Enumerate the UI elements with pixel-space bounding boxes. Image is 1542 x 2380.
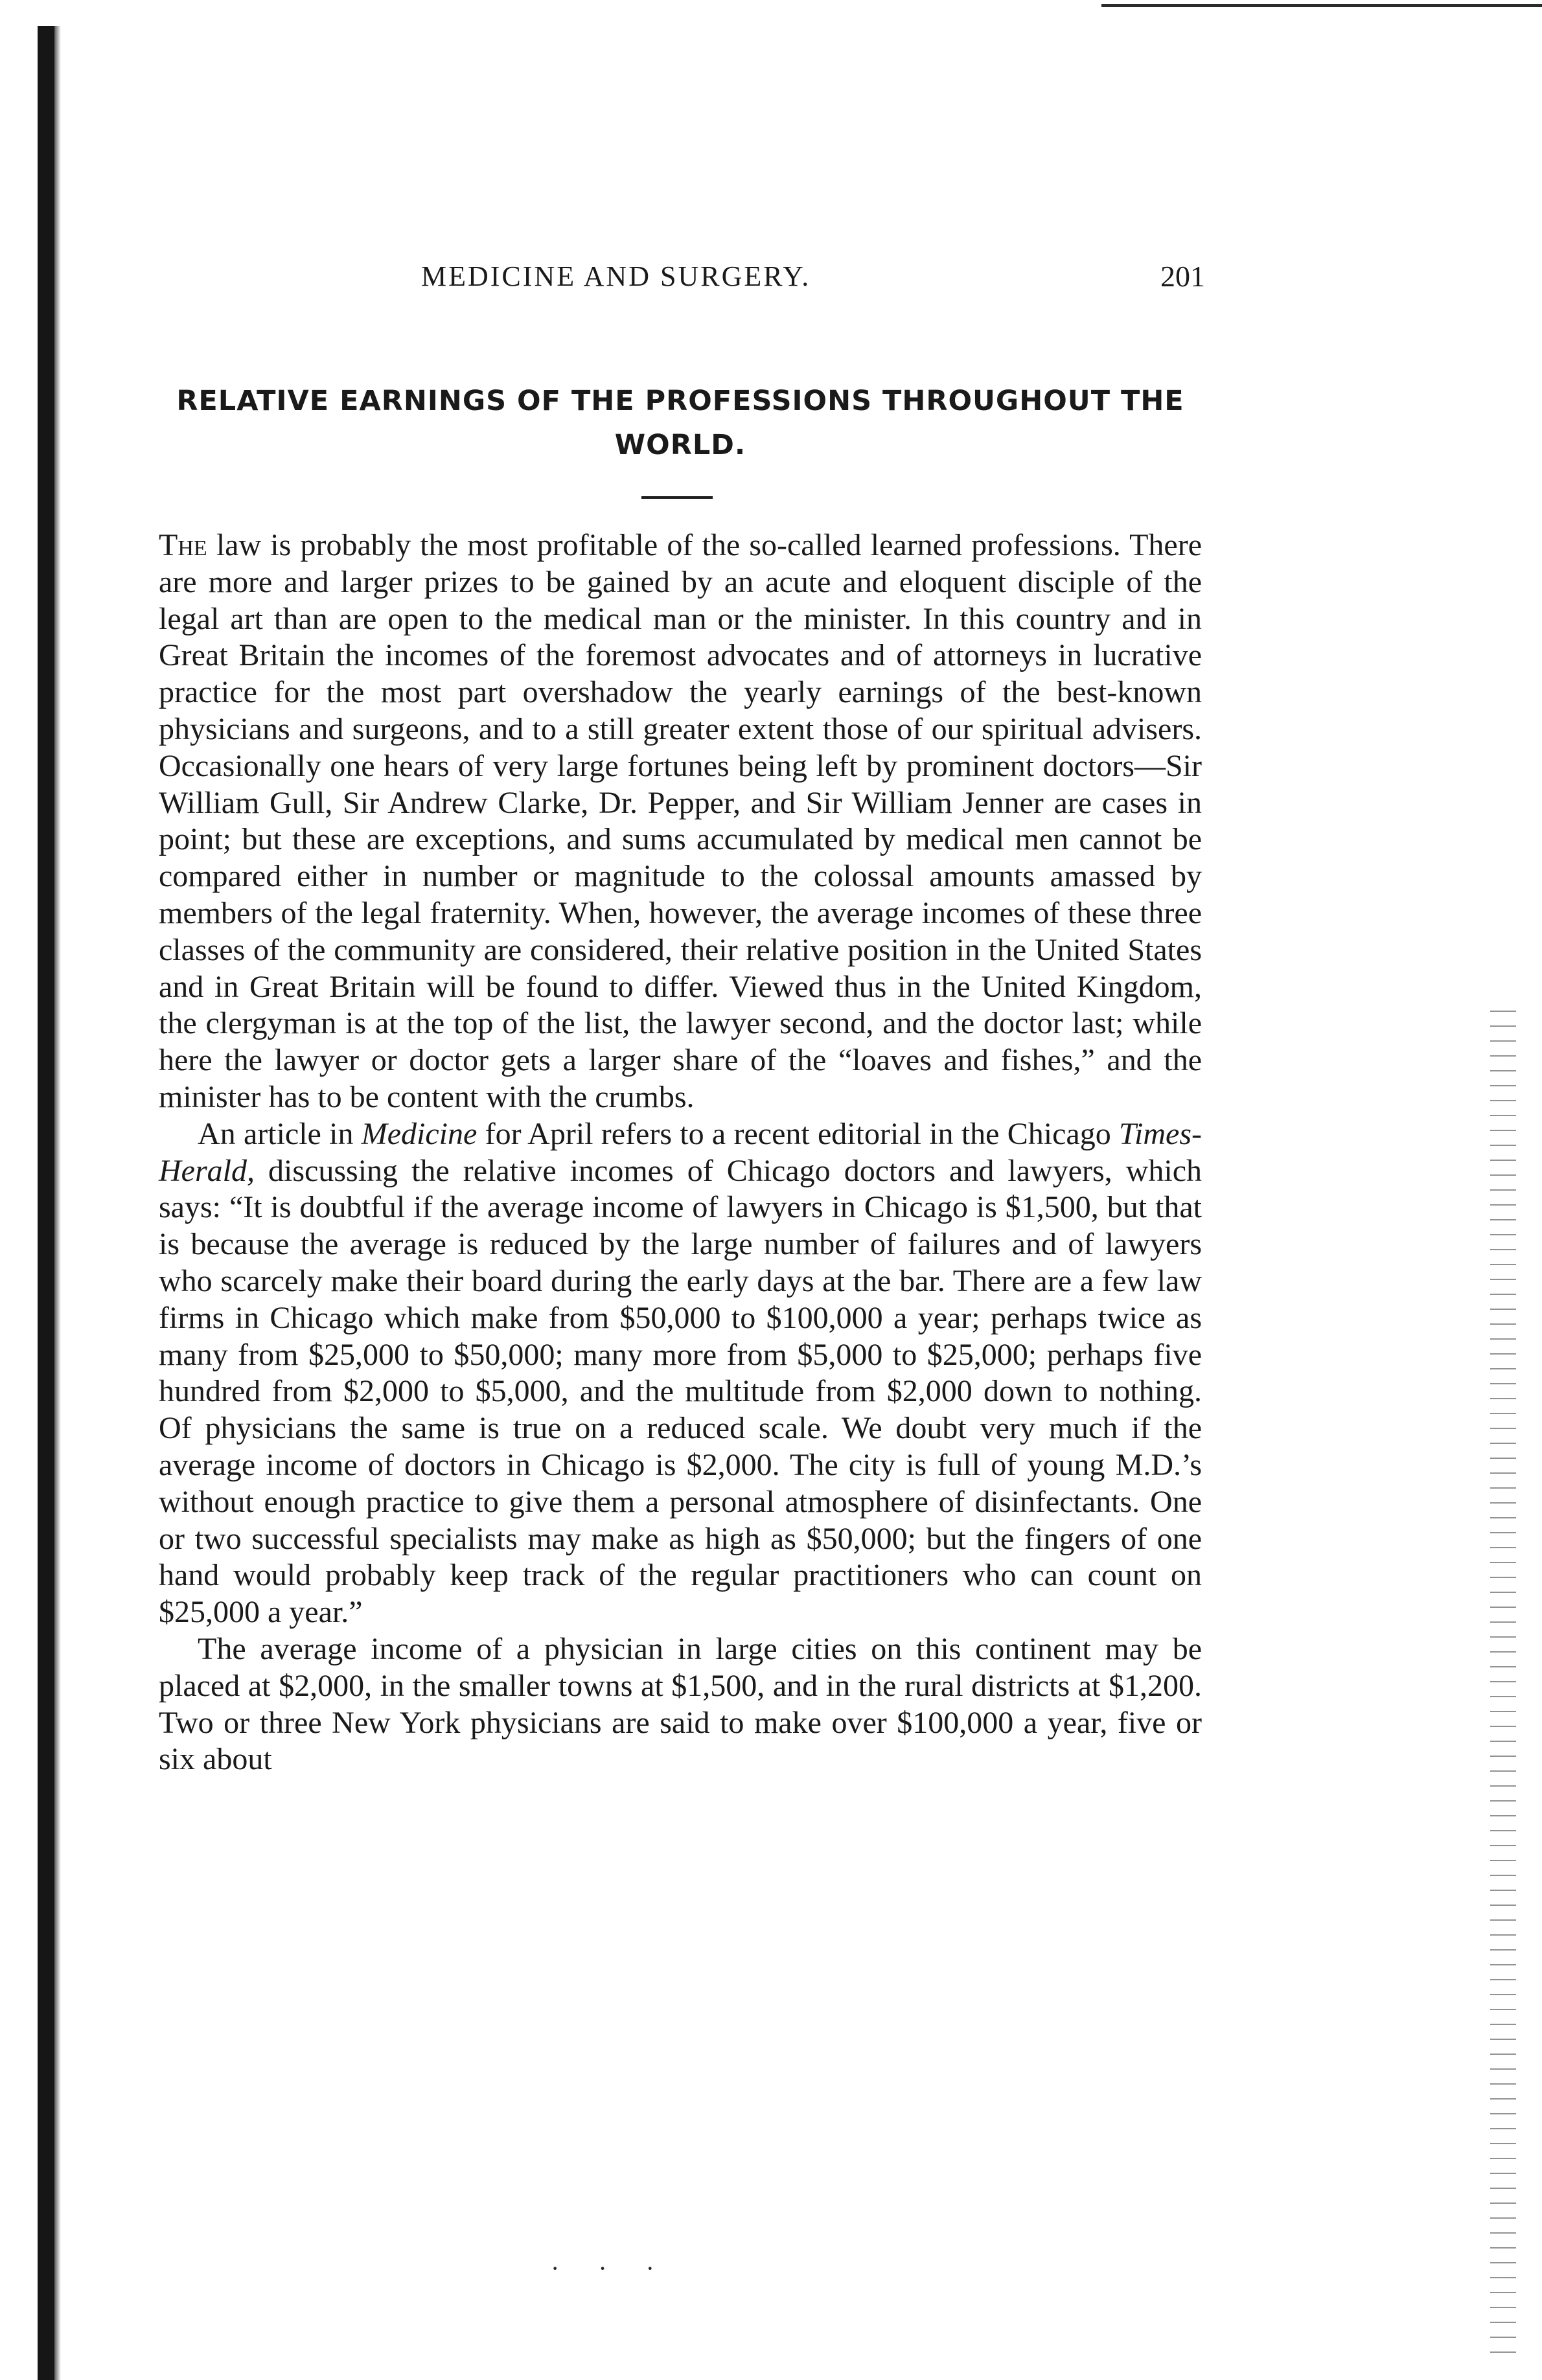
newspaper-title: Times-Herald, (159, 1116, 1202, 1188)
scan-top-rule (1101, 4, 1542, 7)
paragraph-1-text: law is probably the most profitable of the so-called learned professions. There are more and larger prizes to be gained by an acute and eloquent disciple of the legal art than are open to the medical man or the minister. In this country and in Great Britain the incomes of the foremost advocates and of attorneys in lucrative practice for the most part overshadow the yearly earnings of the best-known physicians and surgeons, and to a still greater extent those of our spiritual advisers. Occasionally one hears of very large fortunes being left by prominent doctors—Sir William Gull, Sir Andrew Clarke, Dr. Pepper, and Sir William Jenner are cases in point; but these are exceptions, and sums accumulated by medical men cannot be compared either in number or magnitude to the colossal amounts amassed by members of the legal fraternity. When, however, the average incomes of these three classes of the community are considered, their relative position in the United States and in Great Britain will be found to differ. Viewed thus in the United Kingdom, the clergyman is at the top of the list, the lawyer second, and the doctor last; while here the lawyer or doctor gets a larger share of the “loaves and fishes,” and the minister has to be content with the crumbs. (159, 528, 1202, 1114)
article-body (159, 527, 1202, 1778)
paragraph-2-text-b: for April refers to a recent editorial in the Chicago (477, 1116, 1119, 1151)
paragraph-2-text-c: discussing the relative incomes of Chicago doctors and lawyers, which says: “It is doubtful if the average income of lawyers in Chicago is $1,500, but that is because the average is reduced by the large number of failures and of lawyers who scarcely make their board during the early days at the bar. There are a few law firms in Chicago which make from $50,000 to $100,000 a year; perhaps twice as many from $25,000 to $50,000; many more from $5,000 to $25,000; perhaps five hundred from $2,000 to $5,000, and the multitude from $2,000 down to nothing. Of physicians the same is true on a reduced scale. We doubt very much if the average income of doctors in Chicago is $2,000. The city is full of young M.D.’s without enough practice to give them a personal atmosphere of disinfectants. One or two successful specialists may make as high as $50,000; but the fingers of one hand would probably keep track of the regular practitioners who can count on $25,000 a year.” (159, 1153, 1202, 1630)
paragraph-lead-word: The (159, 528, 207, 562)
paragraph-2 (159, 1116, 1202, 1631)
scan-binding-shadow (54, 26, 61, 2380)
paragraph-1 (159, 527, 1202, 1116)
scan-binding-edge (38, 26, 54, 2380)
paragraph-2-text-a: An article in (198, 1116, 362, 1151)
page-number: 201 (1160, 260, 1205, 293)
paragraph-3-text: The average income of a physician in large cities on this continent may be placed at $2,000, in the smaller towns at $1,500, and in the rural districts at $1,200. Two or three New York physicians are said to make over $100,000 a year, five or six about (159, 1631, 1202, 1777)
running-head (246, 254, 1205, 299)
scan-margin-marks (1490, 1011, 1516, 2358)
running-title: MEDICINE AND SURGERY. (421, 260, 811, 292)
scan-specks: ··· (551, 2254, 693, 2283)
paragraph-3 (159, 1631, 1202, 1778)
journal-title: Medicine (361, 1116, 478, 1151)
title-divider (641, 496, 713, 499)
article-title: RELATIVE EARNINGS OF THE PROFESSIONS THROUGHOUT THE WORLD. (176, 385, 1184, 461)
